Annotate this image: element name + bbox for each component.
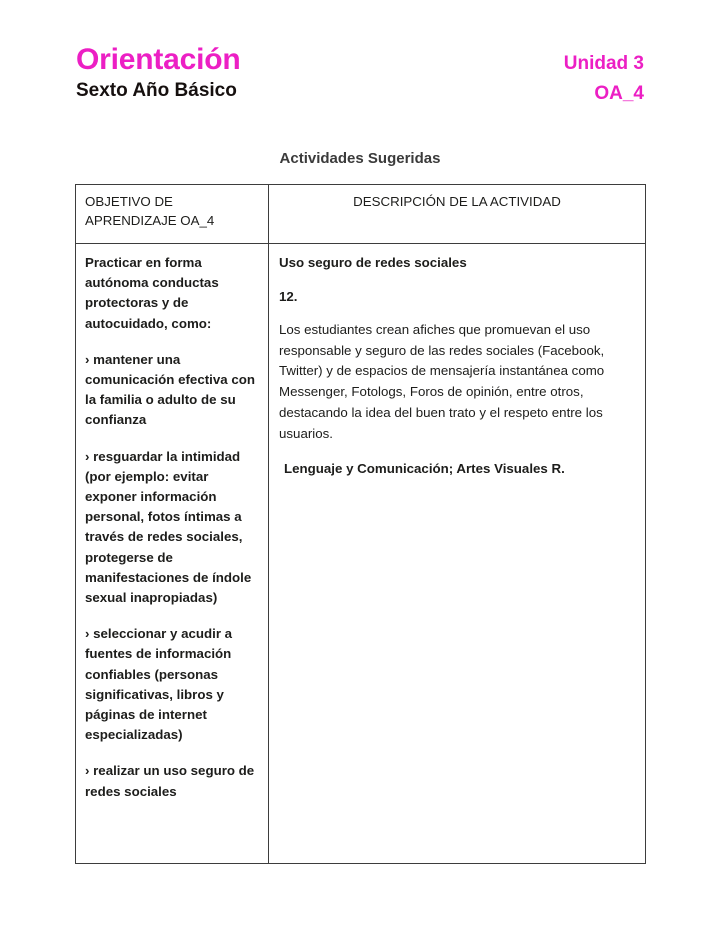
objective-bullet-privacy: › resguardar la intimidad (por ejemplo: evitar exponer información personal, fotos íntimas a través de redes sociales, protegerse de manifestaciones de índole sexual inapropiadas) xyxy=(85,448,252,606)
grade-subtitle: Sexto Año Básico xyxy=(76,79,237,101)
objective-cell xyxy=(76,244,269,864)
objective-bullet-communication: › mantener una comunicación efectiva con la familia o adulto de su confianza xyxy=(85,351,255,428)
activity-number: 12. xyxy=(279,288,298,304)
document-header xyxy=(76,44,644,106)
table-row xyxy=(76,244,646,864)
table-header-objective: OBJETIVO DE APRENDIZAJE OA_4 xyxy=(76,185,269,244)
table-header-description: DESCRIPCIÓN DE LA ACTIVIDAD xyxy=(269,185,646,244)
table-header-row xyxy=(76,185,646,244)
objective-intro-paragraph: Practicar en forma autónoma conductas protectoras y de autocuidado, como: xyxy=(85,255,219,331)
objective-bullet-social-networks: › realizar un uso seguro de redes sociales xyxy=(85,763,255,799)
header-right-group xyxy=(564,44,644,106)
activity-heading: Uso seguro de redes sociales xyxy=(279,255,467,270)
learning-objective-code: OA_4 xyxy=(594,82,644,104)
activity-body-text: Los estudiantes crean afiches que promuevan el uso responsable y seguro de las redes sociales (Facebook, Twitter) y de espacios de mensajería instantánea como Messenger, Fotologs, Foros de opinión, entre otros, destacando la idea del buen trato y el respeto entre los usuarios. xyxy=(279,321,605,441)
related-subjects: Lenguaje y Comunicación; Artes Visuales R. xyxy=(284,461,565,477)
unit-label: Unidad 3 xyxy=(563,53,644,74)
activities-table xyxy=(75,184,646,864)
subject-title: Orientación xyxy=(76,43,241,76)
header-left-group xyxy=(76,44,241,103)
objective-bullet-sources: › seleccionar y acudir a fuentes de información confiables (personas significativas, libros y páginas de internet especializadas) xyxy=(85,626,233,743)
description-cell xyxy=(269,244,646,864)
section-title: Actividades Sugeridas xyxy=(279,150,441,167)
